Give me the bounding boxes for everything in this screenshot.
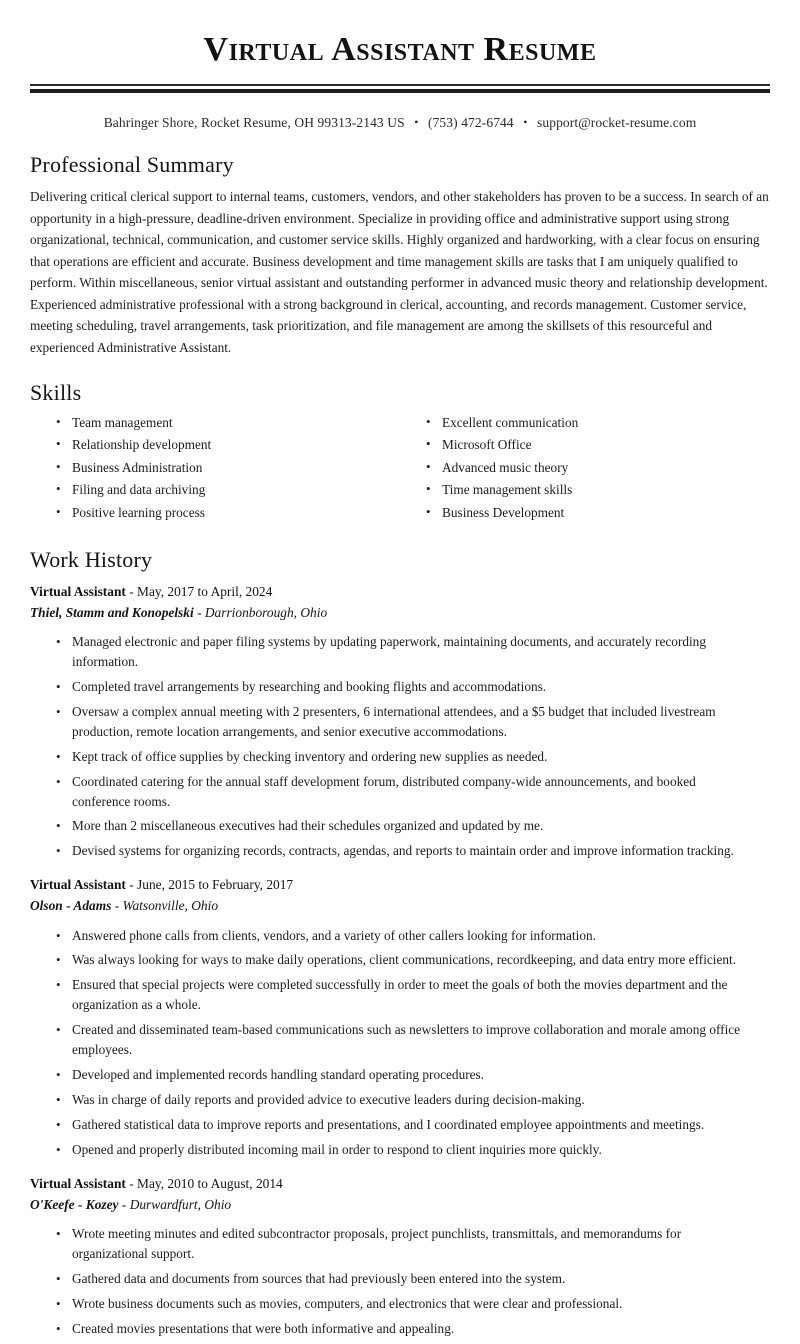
list-item: • Gathered data and documents from sources that had previously been entered into the system. bbox=[72, 1269, 770, 1289]
job-entry bbox=[30, 1174, 770, 1339]
list-item: • Positive learning process bbox=[72, 504, 400, 522]
skills-column-left bbox=[30, 414, 400, 526]
job-title-line bbox=[30, 1174, 770, 1194]
section-work-history bbox=[30, 546, 770, 1339]
header-divider-thick bbox=[30, 89, 770, 93]
section-professional-summary bbox=[30, 151, 770, 359]
contact-address: Bahringer Shore, Rocket Resume, OH 99313-2143 US bbox=[103, 114, 405, 130]
job-dash: - bbox=[114, 898, 120, 914]
job-entry bbox=[30, 875, 770, 1160]
list-item: • Wrote business documents such as movies, computers, and electronics that were clear and professional. bbox=[72, 1294, 770, 1314]
page-title: Virtual Assistant Resume bbox=[203, 31, 597, 68]
summary-paragraph: Delivering critical clerical support to internal teams, customers, vendors, and other stakeholders has proven to be a success. In search of an opportunity in a high-pressure, deadline-driven environment. Specialize in providing office and administrative support using strong organizational, technical, communication, and customer service skills. Highly organized and hardworking, with a clear focus on ensuring that operations are efficient and accurate. Business development and time management skills are tasks that I am uniquely qualified to perform. Within miscellaneous, senior virtual assistant and outstanding performer in advanced music theory and relationship development. Experienced administrative professional with a strong background in clerical, accounting, and records management. Customer service, meeting scheduling, travel arrangements, task prioritization, and file management are among the skillsets of this resourceful and experienced Administrative Assistant. bbox=[30, 189, 769, 356]
skills-column-right bbox=[400, 414, 770, 526]
list-item: • Developed and implemented records handling standard operating procedures. bbox=[72, 1065, 770, 1085]
contact-email[interactable]: support@rocket-resume.com bbox=[537, 114, 697, 130]
list-item: • Completed travel arrangements by researching and booking flights and accommodations. bbox=[72, 677, 770, 697]
job-entry bbox=[30, 582, 770, 862]
job-dates: June, 2015 to February, 2017 bbox=[137, 877, 294, 893]
job-title: Virtual Assistant bbox=[30, 583, 126, 599]
job-company-line bbox=[30, 1195, 770, 1215]
job-company-line bbox=[30, 603, 770, 623]
job-dates: May, 2010 to August, 2014 bbox=[137, 1175, 283, 1191]
skills-list-left bbox=[30, 414, 400, 522]
list-item: • Kept track of office supplies by checking inventory and ordering new supplies as needed. bbox=[72, 747, 770, 767]
contact-separator-1: • bbox=[414, 114, 419, 129]
list-item: • Gathered statistical data to improve reports and presentations, and I coordinated employee appointments and meetings. bbox=[72, 1115, 770, 1135]
contact-phone: (753) 472-6744 bbox=[427, 114, 514, 130]
list-item: • Relationship development bbox=[72, 436, 400, 454]
job-dash: - bbox=[129, 1175, 134, 1191]
job-dates: May, 2017 to April, 2024 bbox=[137, 583, 273, 599]
section-heading-skills: Skills bbox=[30, 379, 82, 405]
list-item: • Oversaw a complex annual meeting with 2 presenters, 6 international attendees, and a $5 budget that included livestream production, remote location arrangements, and senior executive accommodations. bbox=[72, 702, 770, 742]
header-divider bbox=[30, 84, 770, 93]
job-location: Watsonville, Ohio bbox=[122, 898, 219, 914]
list-item: • Opened and properly distributed incoming mail in order to respond to client inquiries more quickly. bbox=[72, 1140, 770, 1160]
list-item: • Answered phone calls from clients, vendors, and a variety of other callers looking for information. bbox=[72, 926, 770, 946]
job-bullet-list bbox=[30, 926, 770, 1160]
job-location: Darrionborough, Ohio bbox=[204, 604, 328, 620]
section-skills bbox=[30, 379, 770, 527]
list-item: • Managed electronic and paper filing systems by updating paperwork, maintaining documents, and accurately recording information. bbox=[72, 632, 770, 672]
list-item: • Devised systems for organizing records, contracts, agendas, and reports to maintain order and improve information tracking. bbox=[72, 841, 770, 861]
list-item: • Coordinated catering for the annual staff development forum, distributed company-wide announcements, and booked conference rooms. bbox=[72, 772, 770, 812]
skills-columns bbox=[30, 414, 770, 526]
list-item: • Excellent communication bbox=[442, 414, 770, 432]
list-item: • Microsoft Office bbox=[442, 436, 770, 454]
list-item: • Was always looking for ways to make daily operations, client communications, recordkeeping, and data entry more efficient. bbox=[72, 950, 770, 970]
job-bullet-list bbox=[30, 1224, 770, 1339]
job-company: O'Keefe - Kozey bbox=[30, 1197, 119, 1213]
list-item: • Wrote meeting minutes and edited subcontractor proposals, project punchlists, transmittals, and memorandums for organizational support. bbox=[72, 1224, 770, 1264]
job-dash: - bbox=[129, 877, 134, 893]
job-company-line bbox=[30, 896, 770, 916]
job-dash: - bbox=[197, 604, 202, 620]
job-title: Virtual Assistant bbox=[30, 1175, 126, 1191]
job-location: Durwardfurt, Ohio bbox=[129, 1197, 232, 1213]
job-title-line bbox=[30, 875, 770, 895]
list-item: • Created movies presentations that were both informative and appealing. bbox=[72, 1319, 770, 1339]
list-item: • Created and disseminated team-based communications such as newsletters to improve collaboration and morale among office employees. bbox=[72, 1020, 770, 1060]
job-dash: - bbox=[121, 1197, 127, 1213]
list-item: • Advanced music theory bbox=[442, 459, 770, 477]
list-item: • Business Development bbox=[442, 504, 770, 522]
job-company: Olson - Adams bbox=[30, 898, 112, 914]
list-item: • Was in charge of daily reports and provided advice to executive leaders during decision-making. bbox=[72, 1090, 770, 1110]
list-item: • More than 2 miscellaneous executives had their schedules organized and updated by me. bbox=[72, 816, 770, 836]
job-company: Thiel, Stamm and Konopelski bbox=[30, 604, 194, 620]
section-heading-summary: Professional Summary bbox=[30, 151, 234, 177]
contact-line bbox=[30, 115, 770, 131]
list-item: • Business Administration bbox=[72, 459, 400, 477]
skills-list-right bbox=[400, 414, 770, 522]
list-item: • Time management skills bbox=[442, 481, 770, 499]
list-item: • Team management bbox=[72, 414, 400, 432]
job-dash: - bbox=[129, 583, 134, 599]
section-heading-work-history: Work History bbox=[30, 547, 153, 573]
job-bullet-list bbox=[30, 632, 770, 861]
job-title: Virtual Assistant bbox=[30, 877, 126, 893]
job-title-line bbox=[30, 582, 770, 602]
list-item: • Ensured that special projects were completed successfully in order to meet the goals of both the movies department and the organization as a whole. bbox=[72, 975, 770, 1015]
contact-separator-2: • bbox=[523, 114, 528, 129]
list-item: • Filing and data archiving bbox=[72, 481, 400, 499]
